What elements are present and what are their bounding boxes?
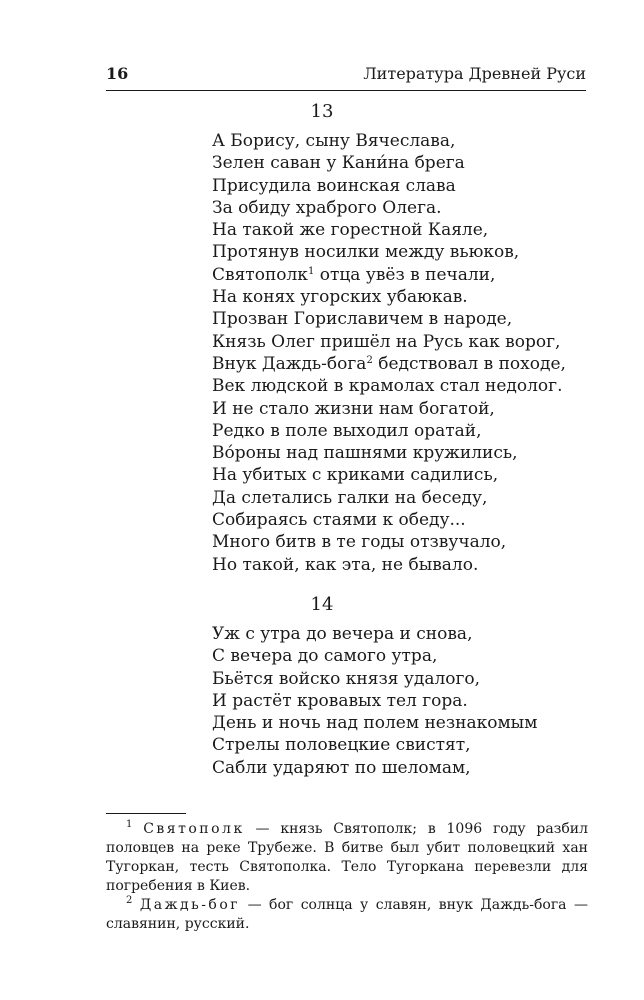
footnote-text: — бог солнца у славян, внук Даждь-бога — славянин, русский. [106, 897, 588, 932]
verse-line: Уж с утра до вечера и снова, [212, 624, 473, 644]
verse-line-tail: бедствовал в походе, [372, 353, 566, 374]
verse-line: Но такой, как эта, не бывало. [212, 554, 479, 575]
footnote-mark: 1 [126, 819, 133, 830]
verse-line-head: Внук Даждь-бога [212, 353, 367, 374]
footnote-text: — князь Святополк; в 1096 году разбил половцев на реке Трубеже. В битве был убит половецкий хан Тугоркан, тесть Святополка. Тело Тугоркана перевезли для погребения в Киев. [106, 821, 588, 894]
footnotes [106, 820, 588, 934]
footnote-term: Даждь-бог [139, 897, 241, 913]
verse-line: Присудила воинская слава [212, 175, 456, 196]
footnote-term: Святополк [143, 821, 245, 837]
footnote-1 [106, 820, 588, 896]
verse-line: А Борису, сыну Вячеслава, [212, 131, 456, 151]
verse-line: И растёт кровавых тел гора. [212, 690, 468, 711]
footnote-ref-2[interactable]: 2 [366, 354, 373, 366]
verse-line: На такой же горестной Каяле, [212, 220, 489, 241]
stanza-number-13: 13 [310, 101, 334, 122]
footnote-mark: 2 [126, 895, 133, 906]
verse-line: День и ночь над полем незнакомым [212, 713, 538, 734]
verse-line [212, 353, 612, 375]
footnote-rule [106, 813, 186, 814]
page-number: 16 [106, 64, 129, 83]
verse-line: И не стало жизни нам богатой, [212, 398, 495, 419]
footnote-2 [106, 896, 588, 934]
verse-line: Зелен саван у Кани́на брега [212, 153, 465, 174]
verse-line: Протянув носилки между вьюков, [212, 242, 520, 263]
stanza-13 [212, 130, 612, 576]
verse-line: Много битв в те годы отзвучало, [212, 532, 507, 553]
verse-line-head: Святополк [212, 264, 308, 285]
footnote-ref-1[interactable]: 1 [307, 265, 315, 277]
header-rule [106, 90, 586, 91]
verse-line: Стрелы половецкие свистят, [212, 735, 471, 756]
stanza-14 [212, 623, 612, 779]
verse-line: Сабли ударяют по шеломам, [212, 757, 471, 778]
verse-line: Во́роны над пашнями кружились, [212, 443, 518, 464]
page-header [106, 64, 586, 83]
verse-line: На конях угорских убаюкав. [212, 287, 468, 308]
verse-line: Бьётся войско князя удалого, [212, 668, 481, 689]
verse-line: Собираясь стаями к обеду... [212, 510, 466, 531]
verse-line: На убитых с криками садились, [212, 465, 499, 486]
running-title: Литература Древней Руси [363, 64, 586, 83]
verse-line: С вечера до самого утра, [212, 646, 438, 667]
stanza-number-14: 14 [310, 594, 334, 615]
verse-line: Редко в поле выходил оратай, [212, 420, 482, 441]
verse-line: Князь Олег пришёл на Русь как ворог, [212, 331, 561, 352]
verse-line [212, 264, 612, 286]
verse-line-tail: отца увёз в печали, [314, 264, 496, 285]
verse-line: Прозван Гориславичем в народе, [212, 309, 513, 330]
verse-line: За обиду храброго Олега. [212, 197, 442, 218]
verse-line: Да слетались галки на беседу, [212, 487, 488, 508]
verse-line: Век людской в крамолах стал недолог. [212, 376, 563, 397]
